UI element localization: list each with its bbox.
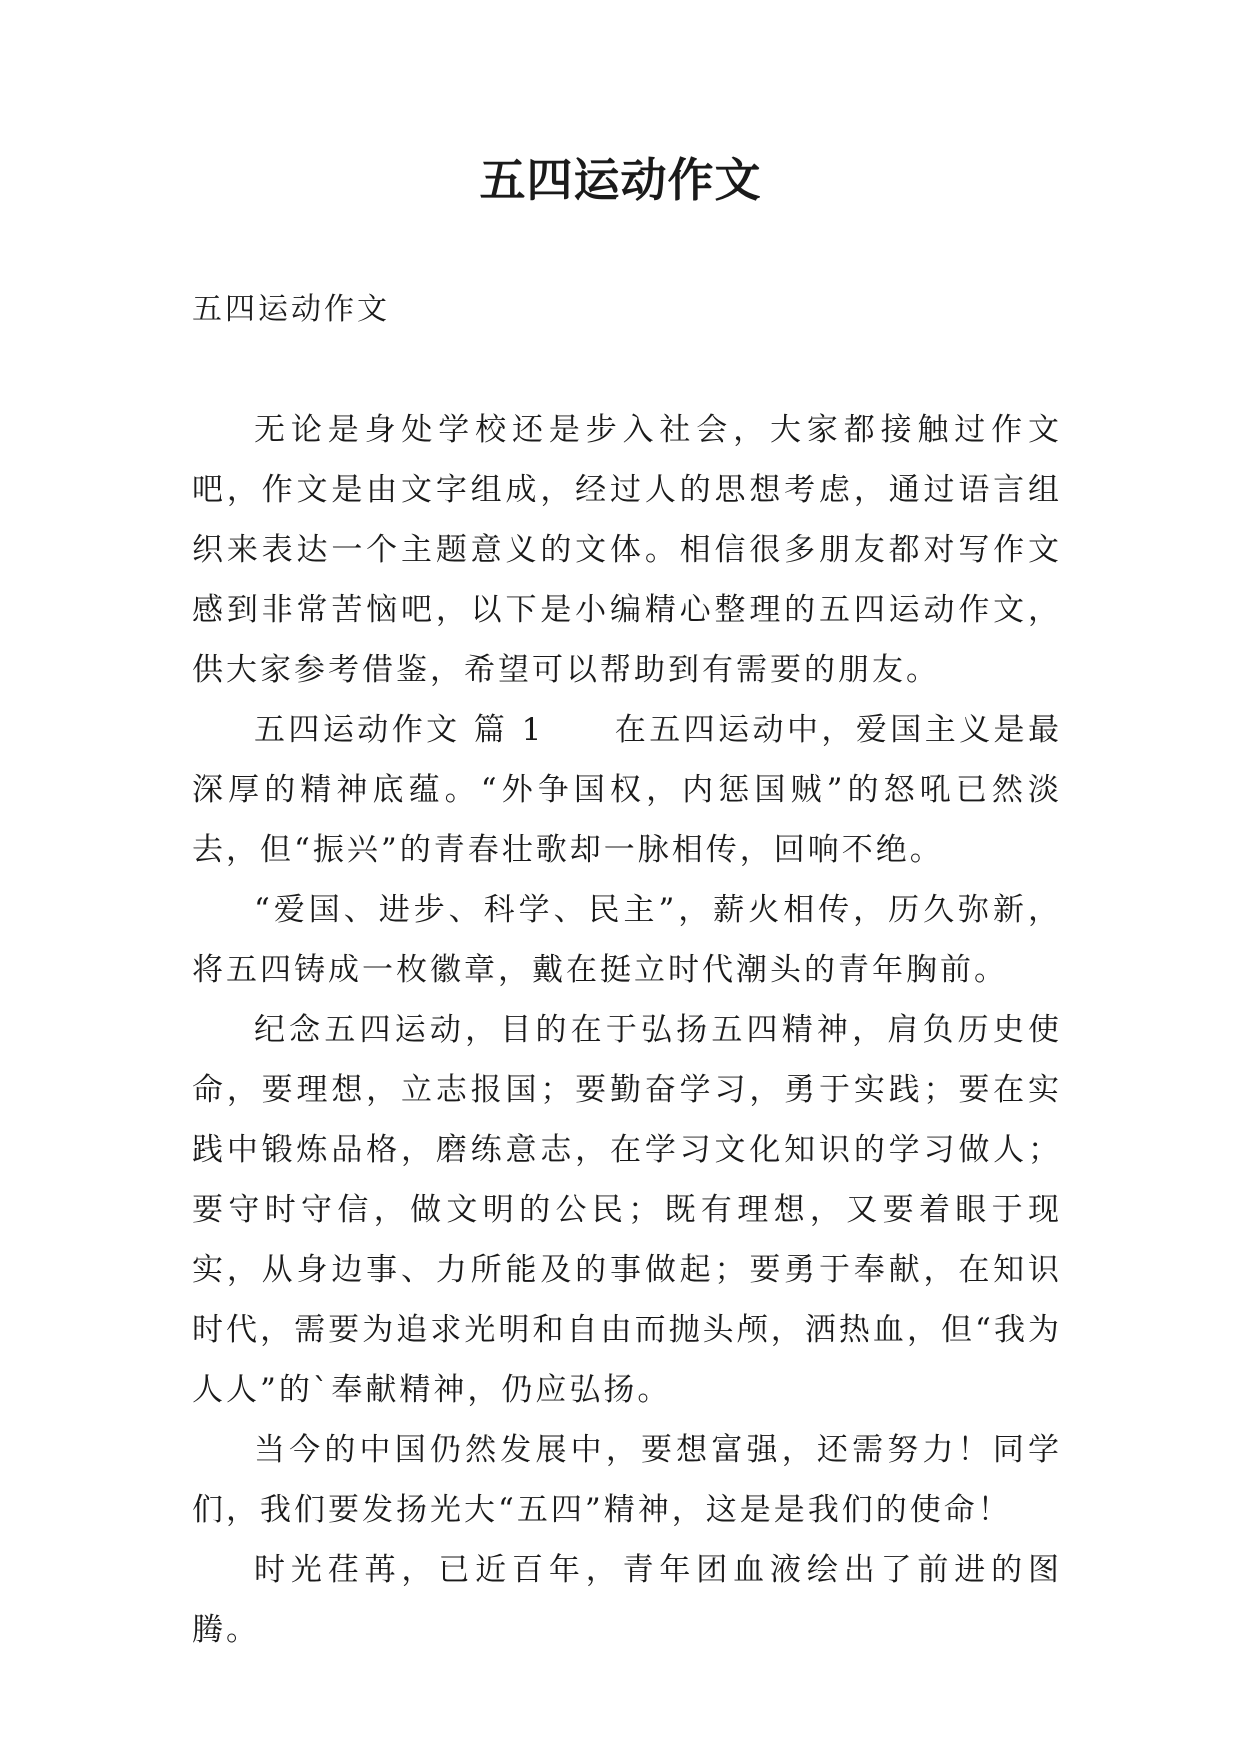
paragraph-section-1 bbox=[192, 700, 1062, 880]
document-title: 五四运动作文 bbox=[479, 153, 762, 207]
paragraph-motto: “爱国、进步、科学、民主”，薪火相传，历久弥新，将五四铸成一枚徽章，戴在挺立时代潮头的青年胸前。 bbox=[192, 892, 1062, 988]
document-body bbox=[192, 400, 1062, 1660]
paragraph-today: 当今的中国仍然发展中，要想富强，还需努力！同学们，我们要发扬光大“五四”精神，这是是我们的使命！ bbox=[192, 1432, 1062, 1528]
paragraph-time: 时光荏苒，已近百年，青年团血液绘出了前进的图腾。 bbox=[192, 1552, 1062, 1648]
section-heading: 五四运动作文 篇 1 bbox=[254, 712, 545, 748]
paragraph-intro: 无论是身处学校还是步入社会，大家都接触过作文吧，作文是由文字组成，经过人的思想考虑，通过语言组织来表达一个主题意义的文体。相信很多朋友都对写作文感到非常苦恼吧，以下是小编精心整理的五四运动作文，供大家参考借鉴，希望可以帮助到有需要的朋友。 bbox=[192, 412, 1062, 688]
paragraph-commemoration: 纪念五四运动，目的在于弘扬五四精神，肩负历史使命，要理想，立志报国；要勤奋学习，勇于实践；要在实践中锻炼品格，磨练意志，在学习文化知识的学习做人；要守时守信，做文明的公民；既有理想，又要着眼于现实，从身边事、力所能及的事做起；要勇于奉献，在知识时代，需要为追求光明和自由而抛头颅，洒热血，但“我为人人”的`奉献精神，仍应弘扬。 bbox=[192, 1012, 1062, 1408]
section-1-text: 在五四运动中，爱国主义是最深厚的精神底蕴。“外争国权，内惩国贼”的怒吼已然淡去，但“振兴”的青春壮歌却一脉相传，回响不绝。 bbox=[192, 712, 1062, 868]
document-subtitle: 五四运动作文 bbox=[192, 292, 390, 327]
